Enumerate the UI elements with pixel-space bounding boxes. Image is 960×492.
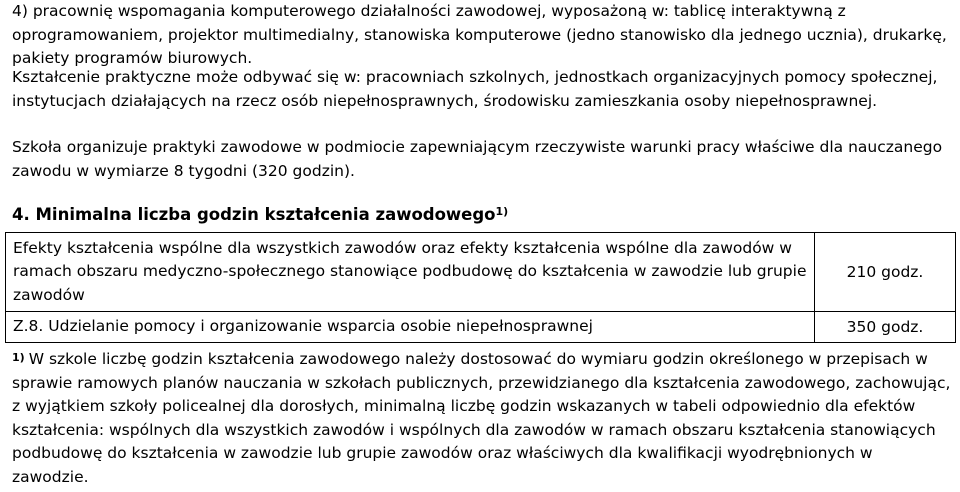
table-row <box>6 233 956 312</box>
minimum-hours-table <box>5 232 956 343</box>
footnote <box>12 348 952 489</box>
section-heading <box>12 200 508 230</box>
paragraph-item-4-computer-lab: 4) pracownię wspomagania komputerowego działalności zawodowej, wyposażoną w: tablicę interaktywną z oprogramowaniem, projektor multimedialny, stanowiska komputerowe (jedno stanowisko dla jednego ucznia), drukarkę, pakiety programów biurowych. <box>12 2 947 67</box>
paragraph-practical-training: Kształcenie praktyczne może odbywać się w: pracowniach szkolnych, jednostkach organizacyjnych pomocy społecznej, instytucjach działających na rzecz osób niepełnosprawnych, środowisku zamieszkania osoby niepełnosprawnej. <box>12 68 938 110</box>
section-heading-footnote-marker: 1) <box>495 205 509 218</box>
table-cell-description: Efekty kształcenia wspólne dla wszystkich zawodów oraz efekty kształcenia wspólne dla zawodów w ramach obszaru medyczno-społecznego stanowiące podbudowę do kształcenia w zawodzie lub grupie zawodów <box>6 233 815 312</box>
table-row <box>6 312 956 343</box>
paragraph-school-internships: Szkoła organizuje praktyki zawodowe w podmiocie zapewniającym rzeczywiste warunki pracy właściwe dla nauczanego zawodu w wymiarze 8 tygodni (320 godzin). <box>12 138 943 180</box>
table-cell-hours: 210 godz. <box>815 233 956 312</box>
footnote-text: W szkole liczbę godzin kształcenia zawodowego należy dostosować do wymiaru godzin określonego w przepisach w sprawie ramowych planów nauczania w szkołach publicznych, przewidzianego dla kształcenia zawodowego, zachowując, z wyjątkiem szkoły policealnej dla dorosłych, minimalną liczbę godzin wskazanych w tabeli odpowiednio dla efektów kształcenia: wspólnych dla wszystkich zawodów i wspólnych dla zawodów w ramach obszaru kształcenia stanowiących podbudowę do kształcenia w zawodzie lub grupie zawodów oraz właściwych dla kwalifikacji wyodrębnionych w zawodzie. <box>12 350 951 486</box>
section-heading-text: 4. Minimalna liczba godzin kształcenia zawodowego <box>12 205 496 224</box>
table-cell-description: Z.8. Udzielanie pomocy i organizowanie wsparcia osobie niepełnosprawnej <box>6 312 815 343</box>
footnote-marker: 1) <box>12 351 25 364</box>
table-cell-hours: 350 godz. <box>815 312 956 343</box>
